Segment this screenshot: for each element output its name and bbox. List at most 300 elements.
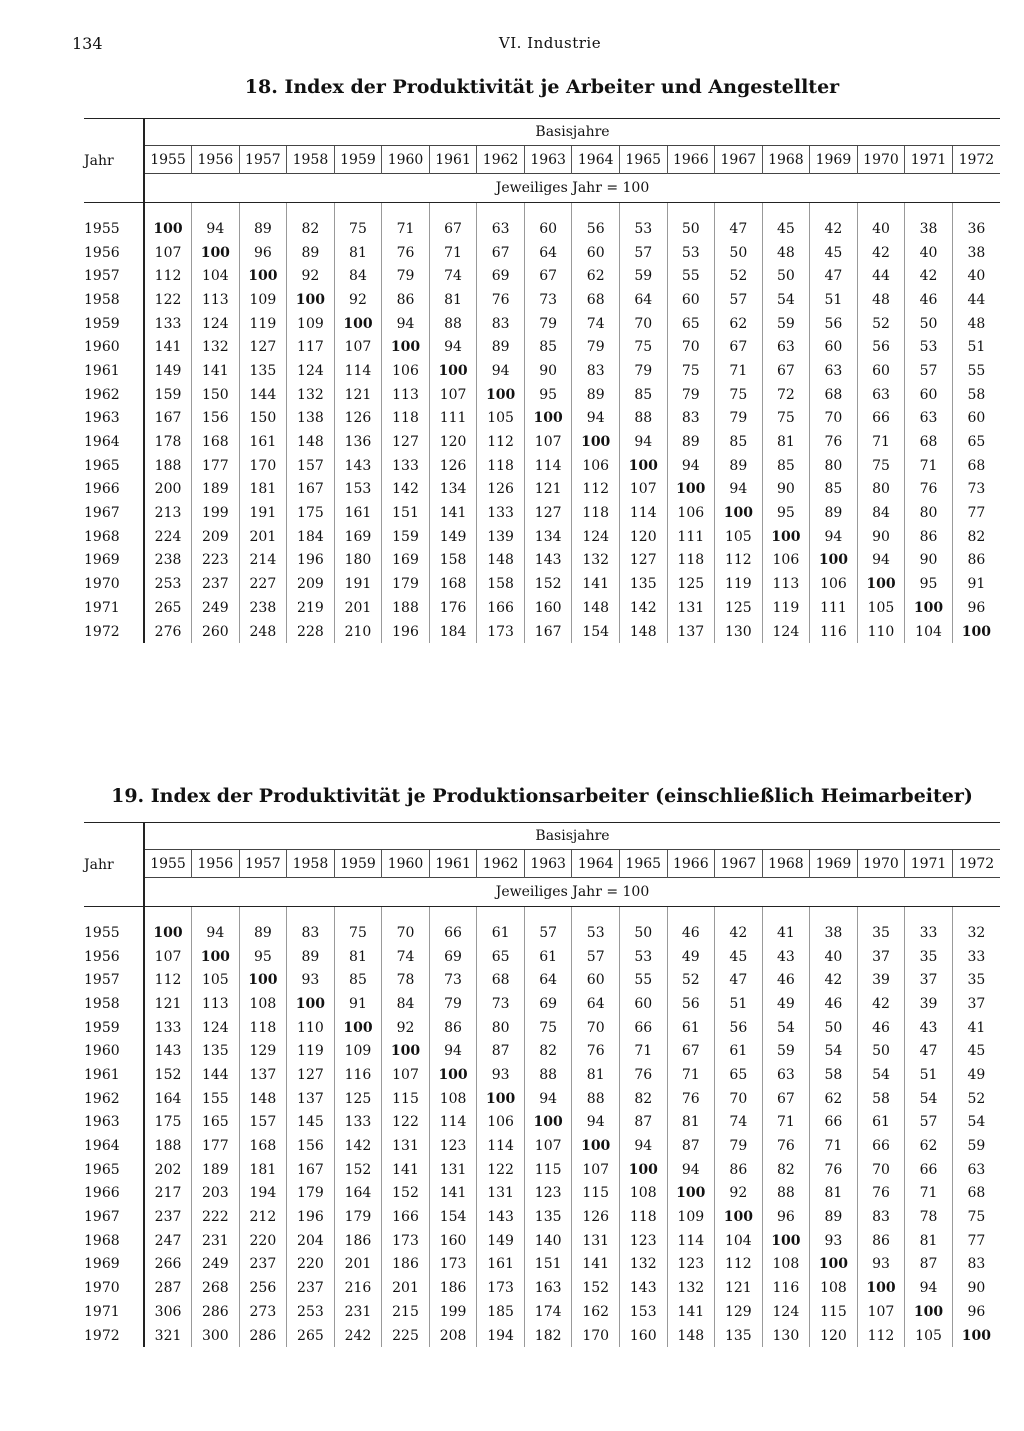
index-value: 63 (810, 359, 858, 383)
index-value: 170 (572, 1324, 620, 1348)
index-value: 109 (667, 1205, 715, 1229)
index-value: 176 (429, 596, 477, 620)
index-value: 141 (429, 1182, 477, 1206)
index-value: 80 (905, 501, 953, 525)
index-value: 81 (905, 1229, 953, 1253)
index-value: 75 (857, 454, 905, 478)
index-value: 61 (715, 1039, 763, 1063)
index-value: 113 (382, 383, 430, 407)
index-value: 131 (667, 596, 715, 620)
index-value: 51 (905, 1063, 953, 1087)
index-value: 122 (477, 1158, 525, 1182)
index-value: 107 (429, 383, 477, 407)
index-value: 127 (382, 430, 430, 454)
index-value: 130 (715, 620, 763, 644)
index-value: 127 (287, 1063, 335, 1087)
index-value: 46 (667, 921, 715, 945)
index-value: 141 (572, 572, 620, 596)
index-value: 178 (144, 430, 192, 454)
index-value: 118 (477, 454, 525, 478)
index-value: 74 (715, 1111, 763, 1135)
spacer-cell (144, 203, 192, 218)
index-value: 100 (524, 1111, 572, 1135)
index-value: 83 (572, 359, 620, 383)
index-value: 94 (477, 359, 525, 383)
index-value: 42 (810, 968, 858, 992)
index-value: 109 (334, 1039, 382, 1063)
table-row (84, 572, 1000, 596)
table-row (84, 359, 1000, 383)
index-value: 237 (287, 1276, 335, 1300)
unit-header: Jeweiliges Jahr = 100 (144, 878, 1000, 907)
table-row (84, 430, 1000, 454)
index-value: 89 (477, 335, 525, 359)
basis-year-column-header: 1969 (810, 850, 858, 878)
index-value: 114 (429, 1111, 477, 1135)
index-value: 158 (429, 549, 477, 573)
index-value: 133 (334, 1111, 382, 1135)
index-value: 215 (382, 1300, 430, 1324)
index-value: 112 (715, 1253, 763, 1277)
index-value: 114 (477, 1134, 525, 1158)
table-row (84, 596, 1000, 620)
index-value: 124 (762, 620, 810, 644)
index-value: 55 (667, 264, 715, 288)
row-year: 1955 (84, 220, 120, 237)
index-value: 70 (667, 335, 715, 359)
row-year: 1955 (84, 924, 120, 941)
row-year: 1968 (84, 1232, 120, 1249)
index-value: 76 (667, 1087, 715, 1111)
index-value: 100 (952, 1324, 1000, 1348)
basis-year-column-header: 1969 (810, 146, 858, 174)
index-value: 151 (524, 1253, 572, 1277)
index-value: 71 (810, 1134, 858, 1158)
index-value: 201 (239, 525, 287, 549)
index-value: 184 (287, 525, 335, 549)
index-value: 93 (857, 1253, 905, 1277)
index-value: 273 (239, 1300, 287, 1324)
index-value: 75 (762, 407, 810, 431)
index-value: 106 (572, 454, 620, 478)
index-value: 100 (905, 1300, 953, 1324)
index-value: 151 (382, 501, 430, 525)
index-value: 70 (715, 1087, 763, 1111)
spacer-cell (192, 907, 240, 922)
index-value: 60 (572, 241, 620, 265)
index-value: 100 (477, 383, 525, 407)
index-value: 62 (810, 1087, 858, 1111)
index-value: 150 (192, 383, 240, 407)
index-value: 90 (524, 359, 572, 383)
spacer-cell (572, 203, 620, 218)
index-value: 156 (287, 1134, 335, 1158)
index-value: 167 (287, 1158, 335, 1182)
index-value: 106 (667, 501, 715, 525)
table-row (84, 945, 1000, 969)
index-value: 118 (619, 1205, 667, 1229)
table-row (84, 1134, 1000, 1158)
index-value: 191 (239, 501, 287, 525)
index-value: 186 (334, 1229, 382, 1253)
index-value: 111 (810, 596, 858, 620)
index-value: 180 (334, 549, 382, 573)
index-value: 189 (192, 478, 240, 502)
basis-year-column-header: 1960 (382, 850, 430, 878)
index-value: 53 (619, 945, 667, 969)
spacer-cell (334, 907, 382, 922)
index-value: 109 (287, 312, 335, 336)
index-value: 100 (572, 1134, 620, 1158)
index-value: 100 (762, 1229, 810, 1253)
basis-year-column-header: 1956 (192, 850, 240, 878)
index-value: 248 (239, 620, 287, 644)
index-value: 114 (667, 1229, 715, 1253)
spacer-cell (239, 907, 287, 922)
basis-year-column-header: 1970 (857, 850, 905, 878)
index-value: 42 (810, 217, 858, 241)
index-value: 228 (287, 620, 335, 644)
index-value: 137 (287, 1087, 335, 1111)
running-head: VI. Industrie (498, 34, 602, 52)
index-value: 118 (382, 407, 430, 431)
index-value: 225 (382, 1324, 430, 1348)
index-value: 76 (619, 1063, 667, 1087)
index-value: 62 (905, 1134, 953, 1158)
index-value: 125 (667, 572, 715, 596)
table-row (84, 312, 1000, 336)
index-value: 56 (810, 312, 858, 336)
index-value: 154 (572, 620, 620, 644)
basis-year-column-header: 1964 (572, 146, 620, 174)
index-value: 112 (572, 478, 620, 502)
basis-year-column-header: 1956 (192, 146, 240, 174)
index-value: 107 (857, 1300, 905, 1324)
index-value: 53 (667, 241, 715, 265)
index-value: 83 (667, 407, 715, 431)
index-value: 149 (429, 525, 477, 549)
index-value: 100 (477, 1087, 525, 1111)
index-value: 191 (334, 572, 382, 596)
index-value: 100 (524, 407, 572, 431)
index-value: 96 (762, 1205, 810, 1229)
index-value: 120 (810, 1324, 858, 1348)
index-value: 81 (334, 241, 382, 265)
index-value: 63 (905, 407, 953, 431)
index-value: 35 (857, 921, 905, 945)
index-value: 286 (192, 1300, 240, 1324)
index-value: 199 (192, 501, 240, 525)
index-value: 127 (524, 501, 572, 525)
index-value: 100 (144, 921, 192, 945)
index-value: 260 (192, 620, 240, 644)
index-value: 70 (857, 1158, 905, 1182)
index-value: 40 (952, 264, 1000, 288)
index-value: 141 (382, 1158, 430, 1182)
index-table (84, 822, 1000, 1347)
index-value: 37 (952, 992, 1000, 1016)
index-value: 54 (905, 1087, 953, 1111)
index-value: 76 (905, 478, 953, 502)
index-value: 37 (905, 968, 953, 992)
index-value: 167 (287, 478, 335, 502)
table-row (84, 501, 1000, 525)
index-value: 89 (810, 501, 858, 525)
index-value: 92 (287, 264, 335, 288)
index-value: 121 (144, 992, 192, 1016)
index-value: 83 (952, 1253, 1000, 1277)
index-value: 119 (239, 312, 287, 336)
index-value: 95 (524, 383, 572, 407)
index-value: 55 (952, 359, 1000, 383)
index-value: 247 (144, 1229, 192, 1253)
index-value: 164 (334, 1182, 382, 1206)
index-value: 50 (810, 1016, 858, 1040)
index-value: 152 (144, 1063, 192, 1087)
index-value: 79 (382, 264, 430, 288)
index-value: 105 (905, 1324, 953, 1348)
index-value: 89 (810, 1205, 858, 1229)
index-value: 184 (429, 620, 477, 644)
index-value: 64 (524, 968, 572, 992)
index-value: 96 (239, 241, 287, 265)
index-value: 120 (429, 430, 477, 454)
index-value: 94 (810, 525, 858, 549)
table-row (84, 921, 1000, 945)
index-value: 106 (477, 1111, 525, 1135)
index-value: 116 (810, 620, 858, 644)
row-year: 1962 (84, 1090, 120, 1107)
index-value: 63 (857, 383, 905, 407)
index-value: 129 (715, 1300, 763, 1324)
index-value: 79 (619, 359, 667, 383)
row-year: 1969 (84, 1256, 120, 1273)
index-value: 75 (667, 359, 715, 383)
spacer-cell (952, 907, 1000, 922)
index-value: 111 (429, 407, 477, 431)
index-value: 82 (524, 1039, 572, 1063)
index-value: 126 (477, 478, 525, 502)
index-value: 100 (667, 1182, 715, 1206)
row-year: 1966 (84, 1185, 120, 1202)
index-value: 186 (429, 1276, 477, 1300)
index-value: 220 (287, 1253, 335, 1277)
index-value: 70 (572, 1016, 620, 1040)
index-value: 71 (429, 241, 477, 265)
index-value: 253 (144, 572, 192, 596)
index-value: 60 (619, 992, 667, 1016)
index-value: 204 (287, 1229, 335, 1253)
row-year: 1958 (84, 995, 120, 1012)
index-value: 94 (429, 335, 477, 359)
index-value: 65 (667, 312, 715, 336)
index-value: 84 (382, 992, 430, 1016)
index-value: 47 (715, 968, 763, 992)
index-value: 111 (667, 525, 715, 549)
index-value: 88 (572, 1087, 620, 1111)
index-value: 39 (905, 992, 953, 1016)
index-value: 122 (144, 288, 192, 312)
index-value: 89 (239, 921, 287, 945)
index-value: 60 (524, 217, 572, 241)
index-value: 227 (239, 572, 287, 596)
index-value: 209 (192, 525, 240, 549)
index-value: 81 (810, 1182, 858, 1206)
index-value: 113 (192, 992, 240, 1016)
index-value: 202 (144, 1158, 192, 1182)
index-value: 100 (905, 596, 953, 620)
table-row (84, 1111, 1000, 1135)
index-value: 79 (715, 1134, 763, 1158)
basis-years-header: Basisjahre (144, 119, 1000, 146)
index-value: 208 (429, 1324, 477, 1348)
table-row (84, 335, 1000, 359)
index-value: 107 (619, 478, 667, 502)
index-value: 100 (144, 217, 192, 241)
table-row (84, 1039, 1000, 1063)
index-value: 133 (477, 501, 525, 525)
index-value: 179 (287, 1182, 335, 1206)
index-value: 116 (334, 1063, 382, 1087)
index-value: 132 (572, 549, 620, 573)
index-value: 131 (477, 1182, 525, 1206)
row-year: 1959 (84, 1019, 120, 1036)
index-value: 58 (952, 383, 1000, 407)
index-value: 127 (239, 335, 287, 359)
index-value: 94 (429, 1039, 477, 1063)
index-value: 287 (144, 1276, 192, 1300)
index-value: 76 (810, 1158, 858, 1182)
index-value: 141 (572, 1253, 620, 1277)
index-value: 95 (905, 572, 953, 596)
index-value: 81 (572, 1063, 620, 1087)
index-value: 209 (287, 572, 335, 596)
index-value: 132 (287, 383, 335, 407)
index-value: 141 (192, 359, 240, 383)
index-value: 168 (429, 572, 477, 596)
index-value: 59 (619, 264, 667, 288)
table-row (84, 1324, 1000, 1348)
index-value: 49 (762, 992, 810, 1016)
index-value: 131 (572, 1229, 620, 1253)
index-value: 135 (715, 1324, 763, 1348)
index-value: 61 (667, 1016, 715, 1040)
index-value: 43 (762, 945, 810, 969)
index-value: 114 (619, 501, 667, 525)
index-value: 126 (429, 454, 477, 478)
index-value: 96 (952, 1300, 1000, 1324)
index-value: 89 (715, 454, 763, 478)
index-value: 143 (144, 1039, 192, 1063)
index-value: 79 (524, 312, 572, 336)
index-value: 107 (524, 430, 572, 454)
table-row (84, 1182, 1000, 1206)
index-value: 199 (429, 1300, 477, 1324)
index-value: 80 (810, 454, 858, 478)
index-value: 88 (619, 407, 667, 431)
index-value: 90 (762, 478, 810, 502)
row-year: 1972 (84, 623, 120, 640)
index-value: 68 (952, 454, 1000, 478)
spacer-cell (192, 203, 240, 218)
row-year: 1967 (84, 505, 120, 522)
index-value: 50 (905, 312, 953, 336)
index-value: 93 (810, 1229, 858, 1253)
index-value: 167 (144, 407, 192, 431)
index-value: 74 (382, 945, 430, 969)
index-value: 125 (334, 1087, 382, 1111)
index-value: 42 (905, 264, 953, 288)
table-row (84, 383, 1000, 407)
index-value: 160 (619, 1324, 667, 1348)
index-value: 108 (762, 1253, 810, 1277)
index-value: 242 (334, 1324, 382, 1348)
table-row (84, 288, 1000, 312)
spacer-cell (810, 907, 858, 922)
index-value: 77 (952, 1229, 1000, 1253)
index-value: 105 (857, 596, 905, 620)
index-value: 82 (287, 217, 335, 241)
index-value: 89 (572, 383, 620, 407)
index-value: 148 (667, 1324, 715, 1348)
index-value: 173 (477, 620, 525, 644)
basis-year-column-header: 1963 (524, 850, 572, 878)
basis-year-column-header: 1957 (239, 850, 287, 878)
index-value: 168 (192, 430, 240, 454)
index-value: 100 (715, 1205, 763, 1229)
index-value: 87 (667, 1134, 715, 1158)
index-value: 132 (619, 1253, 667, 1277)
index-value: 220 (239, 1229, 287, 1253)
index-value: 118 (572, 501, 620, 525)
index-value: 167 (524, 620, 572, 644)
basis-year-column-header: 1966 (667, 850, 715, 878)
basis-year-column-header: 1967 (715, 146, 763, 174)
index-value: 85 (762, 454, 810, 478)
index-value: 58 (810, 1063, 858, 1087)
index-value: 42 (857, 992, 905, 1016)
basis-year-column-header: 1959 (334, 146, 382, 174)
index-value: 100 (192, 945, 240, 969)
spacer-cell (382, 203, 430, 218)
table-row (84, 407, 1000, 431)
row-year: 1957 (84, 972, 120, 989)
index-value: 71 (905, 1182, 953, 1206)
index-value: 89 (667, 430, 715, 454)
index-value: 188 (144, 454, 192, 478)
index-value: 73 (952, 478, 1000, 502)
index-value: 152 (382, 1182, 430, 1206)
index-value: 76 (762, 1134, 810, 1158)
table-row (84, 264, 1000, 288)
index-value: 237 (144, 1205, 192, 1229)
basis-year-column-header: 1962 (477, 850, 525, 878)
index-value: 45 (762, 217, 810, 241)
index-value: 161 (477, 1253, 525, 1277)
row-year: 1972 (84, 1327, 120, 1344)
index-value: 196 (287, 549, 335, 573)
index-value: 113 (192, 288, 240, 312)
index-value: 100 (239, 264, 287, 288)
index-value: 196 (287, 1205, 335, 1229)
index-value: 152 (572, 1276, 620, 1300)
index-value: 94 (192, 921, 240, 945)
row-year: 1962 (84, 386, 120, 403)
index-value: 35 (905, 945, 953, 969)
spacer-cell (477, 203, 525, 218)
index-value: 57 (619, 241, 667, 265)
table-row (84, 549, 1000, 573)
